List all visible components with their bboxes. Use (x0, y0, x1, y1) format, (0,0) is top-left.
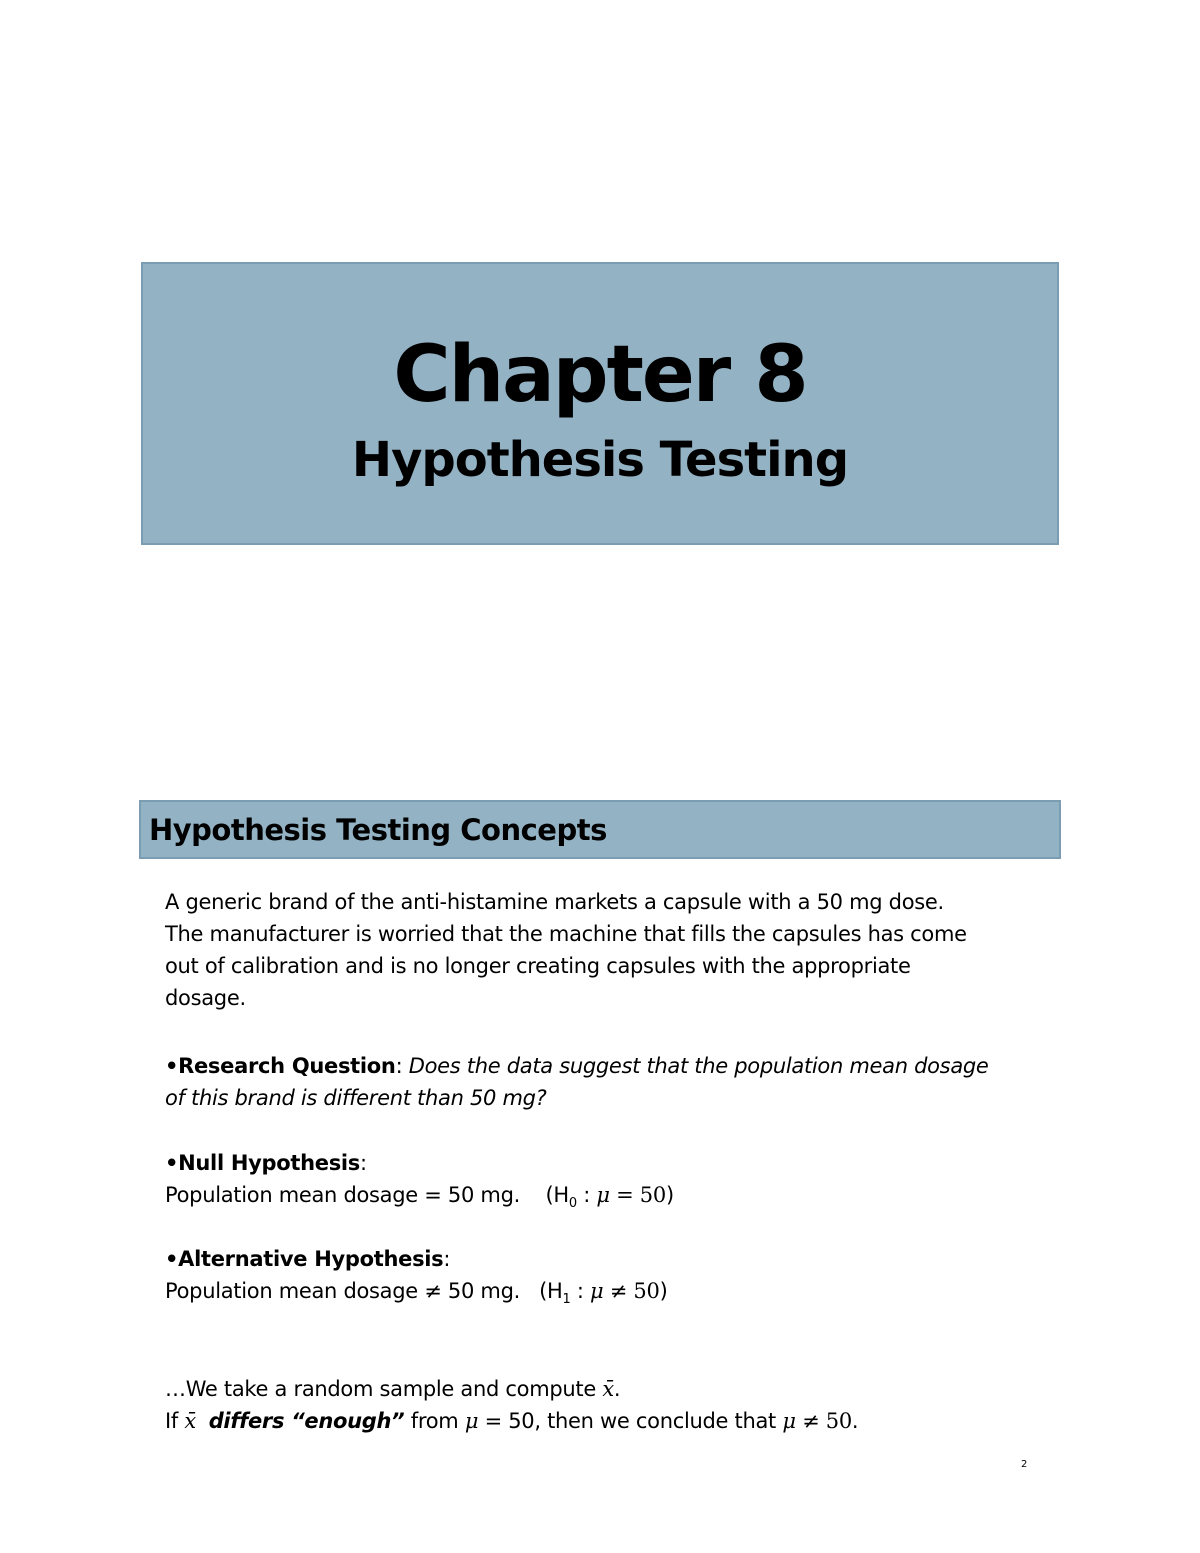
section-header-bar (139, 800, 1061, 859)
mu-symbol: μ (596, 1183, 610, 1207)
title-slide (141, 262, 1059, 545)
conclusion-end: . (851, 1409, 859, 1433)
intro-line: dosage. (165, 986, 246, 1010)
conclusion-neq: ≠ 50 (795, 1409, 852, 1433)
conclusion-eq: = 50, then we conclude that (478, 1409, 783, 1433)
xbar-symbol: x̄ (602, 1377, 614, 1401)
alternative-hypothesis-colon: : (443, 1247, 451, 1271)
conclusion-differs: differs “enough” (208, 1409, 405, 1433)
research-question-text: Does the data suggest that the population mean dosage (408, 1054, 989, 1078)
alternative-hypothesis-label: •Alternative Hypothesis (165, 1247, 444, 1271)
alternative-hypothesis-relation: ≠ 50 (603, 1279, 660, 1303)
alternative-hypothesis (165, 1243, 1045, 1316)
alternative-hypothesis-paren-close: ) (659, 1279, 668, 1303)
conclusion-period: . (613, 1377, 621, 1401)
intro-paragraph (165, 886, 1045, 1014)
null-hypothesis (165, 1147, 1045, 1220)
null-hypothesis-statement: Population mean dosage = 50 mg. (165, 1183, 520, 1207)
intro-line: The manufacturer is worried that the machine that fills the capsules has come (165, 922, 967, 946)
null-hypothesis-colon: : (360, 1151, 367, 1175)
mu-symbol: μ (590, 1279, 604, 1303)
intro-line: out of calibration and is no longer creating capsules with the appropriate (165, 954, 911, 978)
page-number: 2 (1021, 1459, 1028, 1470)
null-hypothesis-label: •Null Hypothesis (165, 1151, 361, 1175)
section-title: Hypothesis Testing Concepts (149, 813, 607, 847)
research-question-text-cont: of this brand is different than 50 mg? (165, 1086, 547, 1110)
alternative-hypothesis-statement: Population mean dosage ≠ 50 mg. (165, 1279, 520, 1303)
conclusion-if: If (165, 1409, 185, 1433)
chapter-subtitle: Hypothesis Testing (351, 432, 849, 488)
intro-line: A generic brand of the anti-histamine markets a capsule with a 50 mg dose. (165, 890, 944, 914)
conclusion-from: from (404, 1409, 465, 1433)
research-question-colon: : (395, 1054, 409, 1078)
alternative-hypothesis-subscript: 1 (562, 1292, 571, 1307)
research-question-label: •Research Question (165, 1054, 396, 1078)
chapter-title: Chapter 8 (393, 330, 807, 420)
conclusion-line1: …We take a random sample and compute (165, 1377, 603, 1401)
null-hypothesis-relation: = 50 (609, 1183, 666, 1207)
xbar-symbol: x̄ (184, 1409, 196, 1433)
conclusion (165, 1373, 1045, 1437)
alternative-hypothesis-paren-open: (H (539, 1279, 563, 1303)
null-hypothesis-subscript: 0 (568, 1196, 577, 1211)
mu-symbol: μ (782, 1409, 796, 1433)
mu-symbol: μ (464, 1409, 479, 1433)
null-hypothesis-paren-open: (H (545, 1183, 569, 1207)
null-hypothesis-sep: : (576, 1183, 597, 1207)
alternative-hypothesis-sep: : (570, 1279, 591, 1303)
research-question (165, 1050, 1045, 1114)
null-hypothesis-paren-close: ) (665, 1183, 674, 1207)
